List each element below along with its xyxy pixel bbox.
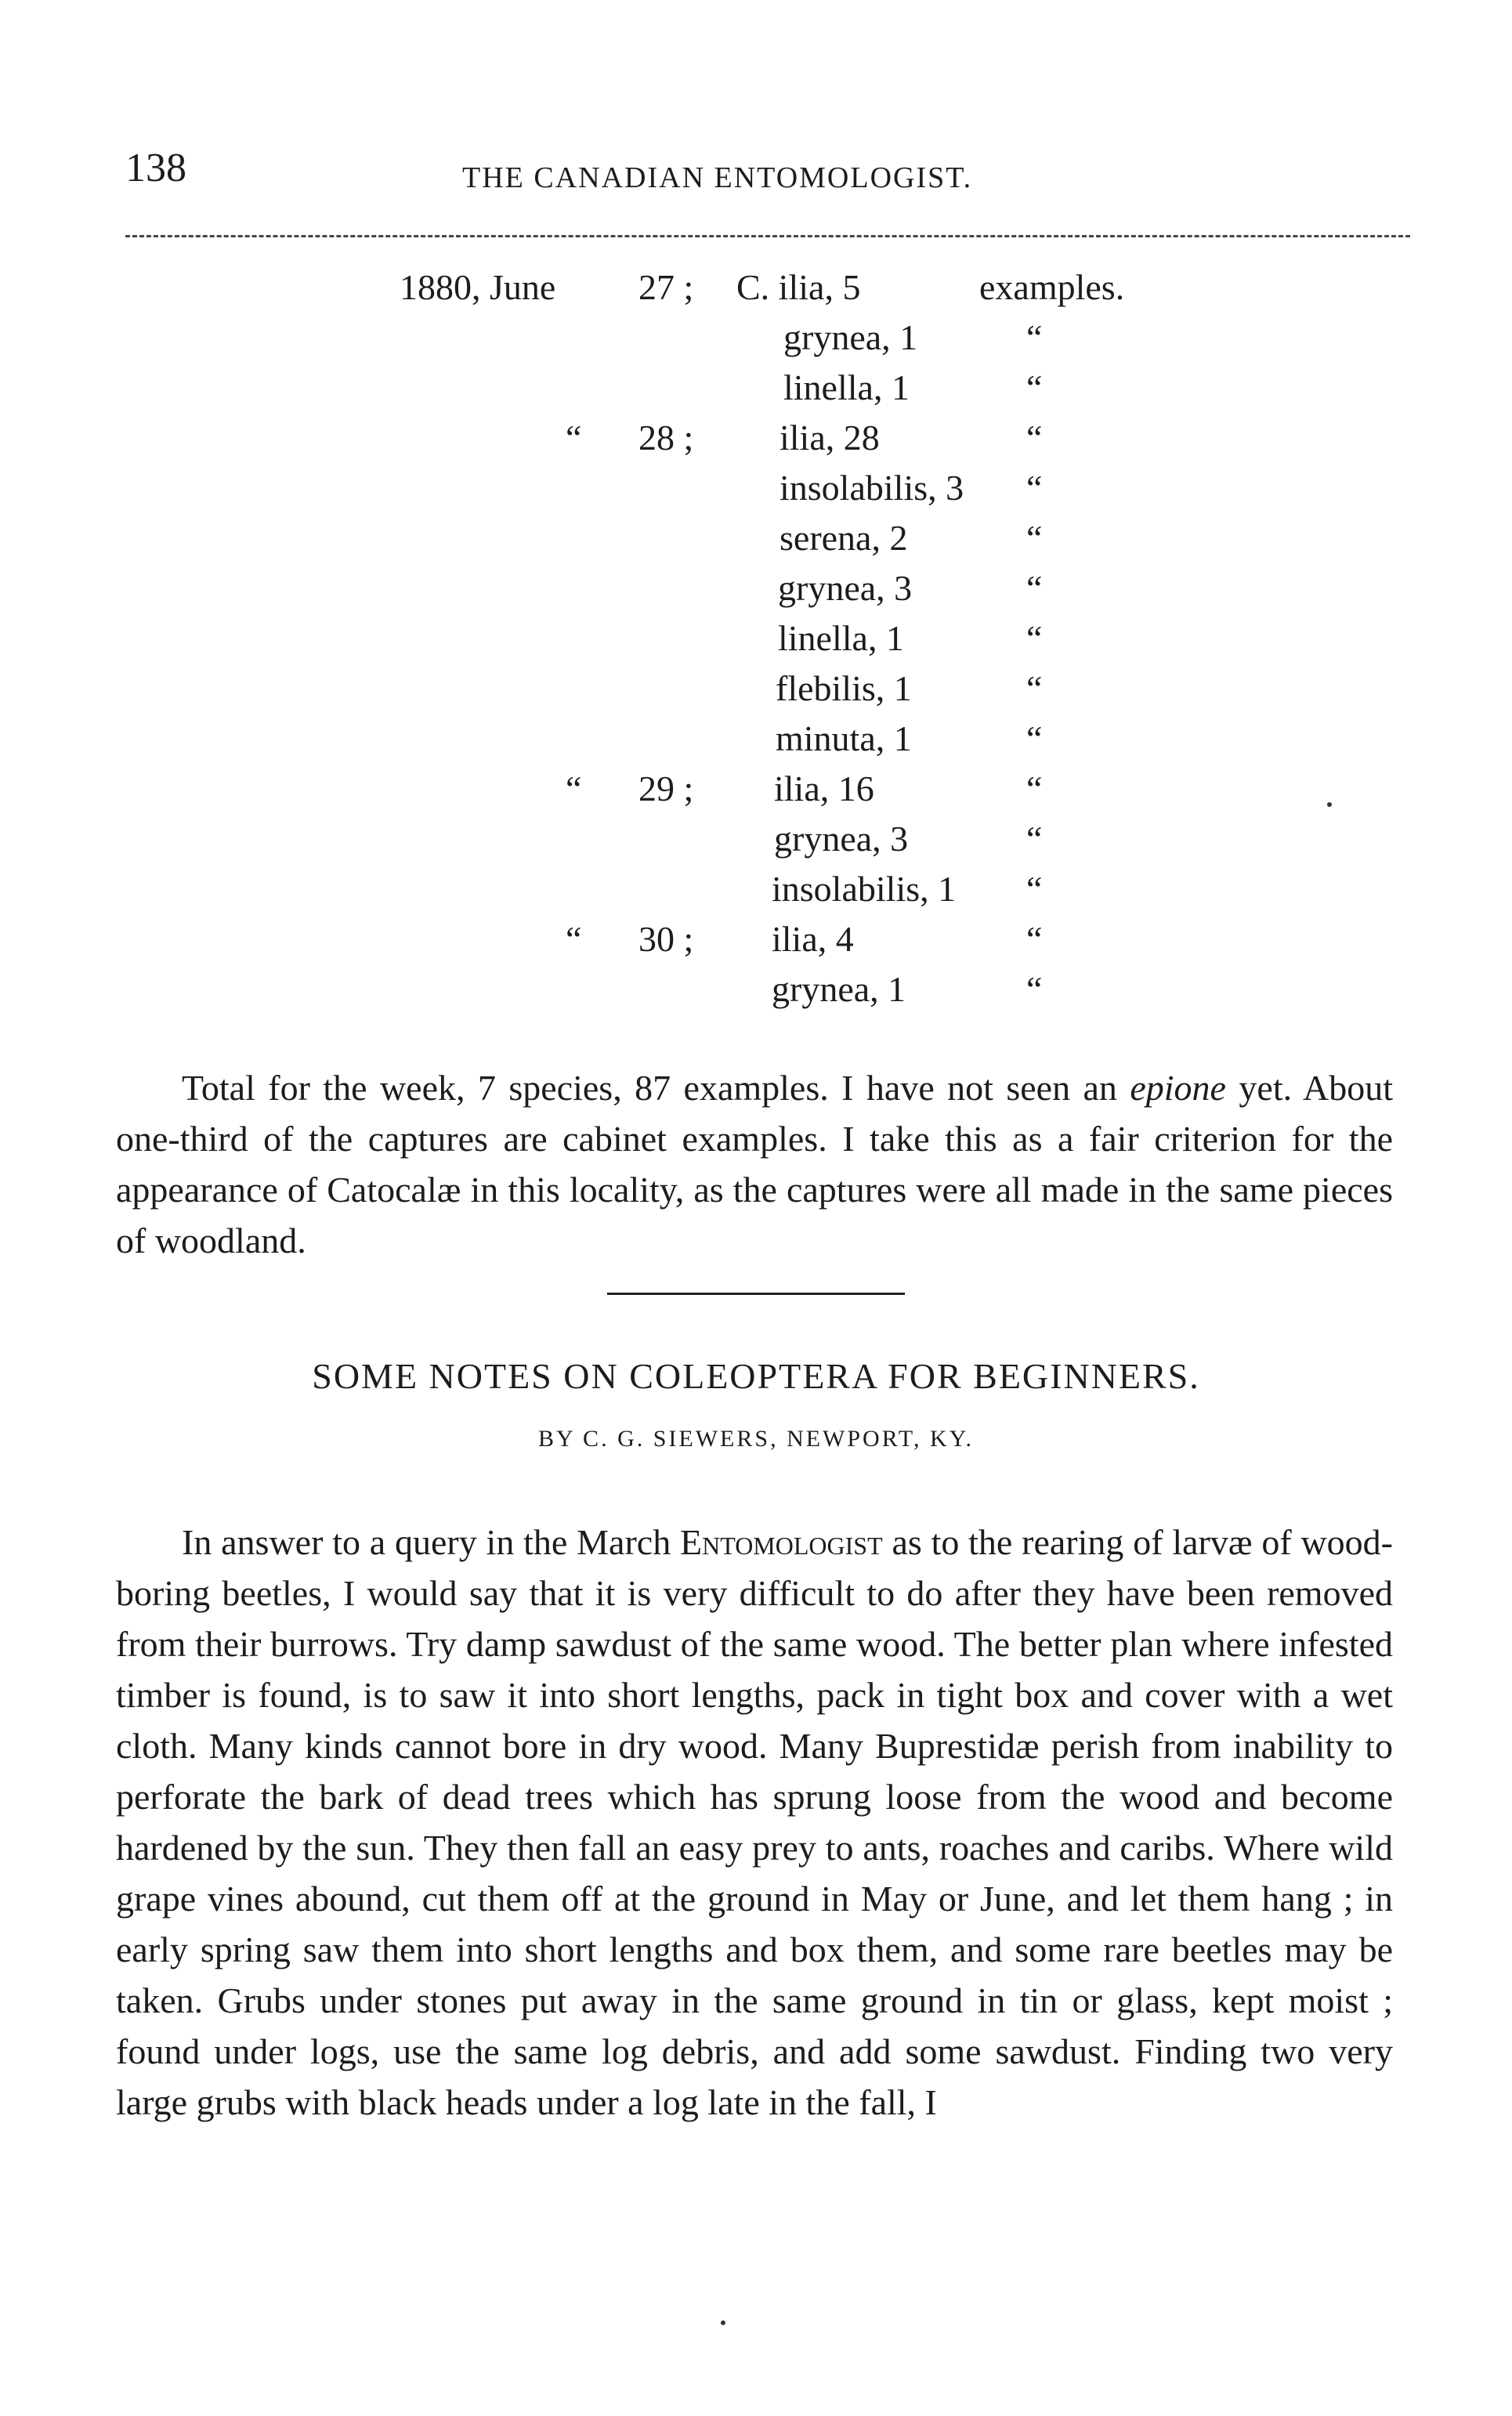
- captures-table: [0, 266, 1512, 1018]
- table-row: [0, 467, 1512, 517]
- row-examples: “: [1026, 718, 1043, 758]
- summary-paragraph: [116, 1062, 1393, 1266]
- row-examples: “: [1026, 367, 1043, 407]
- summary-text-before: Total for the week, 7 species, 87 examples. I have not seen an: [182, 1068, 1130, 1108]
- row-species: flebilis, 1: [776, 668, 912, 708]
- row-examples: “: [1026, 969, 1043, 1009]
- article-paragraph: [116, 1517, 1393, 2128]
- row-species: grynea, 3: [778, 568, 913, 608]
- table-row: [0, 316, 1512, 367]
- row-species: linella, 1: [783, 367, 910, 407]
- running-head: THE CANADIAN ENTOMOLOGIST.: [462, 161, 973, 194]
- speck-mark: [721, 2320, 725, 2325]
- speck-mark: [1327, 802, 1332, 807]
- article-text-after: as to the rearing of larvæ of wood-boring beetles, I would say that it is very difficult to do after they have been removed from their burrows. Try damp sawdust of the same wood. The better plan where infested timber is found, is to saw it into short lengths, pack in tight box and cover with a wet cloth. Many kinds cannot bore in dry wood. Many Buprestidæ perish from inability to perforate the bark of dead trees which has sprung loose from the wood and become hardened by the sun. They then fall an easy prey to ants, roaches and caribs. Where wild grape vines abound, cut them off at the ground in May or June, and let them hang ; in early spring saw them into short lengths and box them, and some rare beetles may be taken. Grubs under stones put away in the same ground in tin or glass, kept moist ; found under logs, use the same log debris, and add some sawdust. Finding two very large grubs with black heads under a log late in the fall, I: [116, 1522, 1394, 2122]
- article-text-before: In answer to a query in the March: [182, 1522, 681, 1562]
- row-species: serena, 2: [780, 518, 908, 558]
- table-row: [0, 517, 1512, 567]
- table-row: [0, 367, 1512, 417]
- row-ditto: “: [566, 769, 582, 808]
- row-examples: “: [1026, 468, 1043, 508]
- row-date: 1880, June: [400, 267, 556, 307]
- row-day: 27 ;: [638, 267, 694, 307]
- row-species: grynea, 1: [783, 317, 918, 357]
- row-ditto: “: [566, 418, 582, 458]
- row-species: grynea, 1: [772, 969, 906, 1009]
- article-smallcaps: Entomologist: [680, 1522, 883, 1562]
- row-examples: “: [1026, 869, 1043, 909]
- row-species: grynea, 3: [774, 819, 909, 859]
- table-row: [0, 918, 1512, 968]
- row-species: ilia, 4: [772, 919, 854, 959]
- row-examples: “: [1026, 668, 1043, 708]
- section-divider: [607, 1293, 905, 1295]
- page-number: 138: [125, 146, 186, 190]
- table-row: [0, 417, 1512, 467]
- row-day: 29 ;: [638, 769, 694, 808]
- table-row: [0, 617, 1512, 667]
- row-species: insolabilis, 3: [780, 468, 964, 508]
- row-examples: “: [1026, 518, 1043, 558]
- row-species: C. ilia, 5: [736, 267, 861, 307]
- table-row: [0, 667, 1512, 718]
- table-row: [0, 968, 1512, 1018]
- page-header: [0, 129, 1512, 223]
- row-examples: examples.: [979, 267, 1125, 307]
- row-day: 28 ;: [638, 418, 694, 458]
- article-title: SOME NOTES ON COLEOPTERA FOR BEGINNERS.: [312, 1356, 1200, 1396]
- row-examples: “: [1026, 317, 1043, 357]
- row-examples: “: [1026, 418, 1043, 458]
- row-examples: “: [1026, 819, 1043, 859]
- row-ditto: “: [566, 919, 582, 959]
- header-rule: [125, 235, 1410, 237]
- table-row: [0, 768, 1512, 818]
- row-examples: “: [1026, 618, 1043, 658]
- table-row: [0, 868, 1512, 918]
- table-row: [0, 718, 1512, 768]
- row-species: insolabilis, 1: [772, 869, 957, 909]
- article-byline: BY C. G. SIEWERS, NEWPORT, KY.: [538, 1426, 974, 1452]
- table-row: [0, 266, 1512, 316]
- row-species: ilia, 16: [774, 769, 874, 808]
- summary-italic: epione: [1130, 1068, 1226, 1108]
- row-species: ilia, 28: [780, 418, 880, 458]
- row-examples: “: [1026, 568, 1043, 608]
- table-row: [0, 818, 1512, 868]
- row-examples: “: [1026, 919, 1043, 959]
- row-species: linella, 1: [778, 618, 904, 658]
- row-day: 30 ;: [638, 919, 694, 959]
- row-species: minuta, 1: [776, 718, 912, 758]
- row-examples: “: [1026, 769, 1043, 808]
- table-row: [0, 567, 1512, 617]
- summary-text-after: yet. About one-third of the captures are cabinet examples. I take this as a fair criterion for the appearance of Catocalæ in this locality, as the captures were all made in the same pieces of woodland.: [116, 1068, 1393, 1260]
